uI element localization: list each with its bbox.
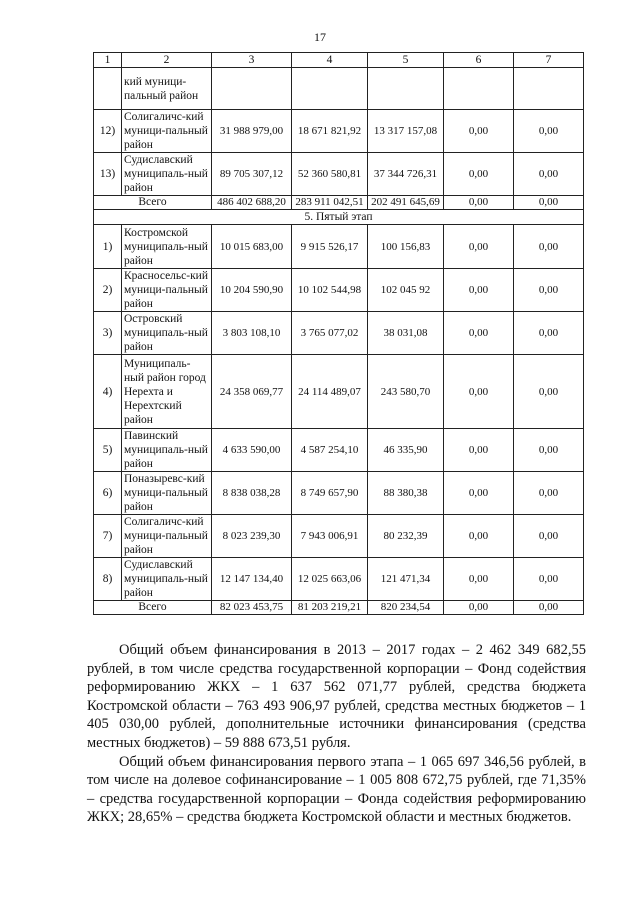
district-name: Судиславский муниципаль-ный район <box>122 153 212 196</box>
district-name: Островский муниципаль-ный район <box>122 312 212 355</box>
table-row <box>94 558 584 601</box>
row-number: 6) <box>94 472 122 515</box>
value-cell: 80 232,39 <box>368 515 444 558</box>
row-number <box>94 68 122 110</box>
financing-table <box>93 52 584 615</box>
table-row <box>94 312 584 355</box>
value-cell: 38 031,08 <box>368 312 444 355</box>
district-name: Судиславский муниципаль-ный район <box>122 558 212 601</box>
row-number: 13) <box>94 153 122 196</box>
header-cell: 2 <box>122 53 212 68</box>
header-cell: 4 <box>292 53 368 68</box>
value-cell: 0,00 <box>514 110 584 153</box>
page-number: 17 <box>314 30 326 44</box>
row-number: 4) <box>94 355 122 429</box>
table-row <box>94 269 584 312</box>
total-value: 820 234,54 <box>368 601 444 615</box>
value-cell: 88 380,38 <box>368 472 444 515</box>
table-header <box>94 53 584 68</box>
total-row <box>94 601 584 615</box>
row-number: 8) <box>94 558 122 601</box>
row-number: 12) <box>94 110 122 153</box>
body-text <box>87 641 586 827</box>
total-label: Всего <box>94 601 212 615</box>
paragraph-first-stage: Общий объем финансирования первого этапа – 1 065 697 346,56 рублей, в том числе на долевое софинансирование – 1 005 808 672,75 рублей, где 71,35% – средства государственной корпорации – Фонда содействия реформированию ЖКХ; 28,65% – средства бюджета Костромской области и местных бюджетов. <box>87 753 586 826</box>
table-row <box>94 355 584 429</box>
value-cell: 8 023 239,30 <box>212 515 292 558</box>
value-cell: 7 943 006,91 <box>292 515 368 558</box>
total-value: 0,00 <box>514 196 584 210</box>
value-cell: 0,00 <box>444 225 514 269</box>
header-cell: 7 <box>514 53 584 68</box>
value-cell <box>444 68 514 110</box>
value-cell: 12 025 663,06 <box>292 558 368 601</box>
stage-row <box>94 210 584 225</box>
total-value: 0,00 <box>444 196 514 210</box>
value-cell: 0,00 <box>444 153 514 196</box>
table-row <box>94 225 584 269</box>
value-cell: 8 749 657,90 <box>292 472 368 515</box>
table-row <box>94 515 584 558</box>
row-number: 1) <box>94 225 122 269</box>
district-name: Костромской муниципаль-ный район <box>122 225 212 269</box>
value-cell: 0,00 <box>444 429 514 472</box>
header-cell: 6 <box>444 53 514 68</box>
value-cell: 10 102 544,98 <box>292 269 368 312</box>
row-number: 3) <box>94 312 122 355</box>
value-cell: 8 838 038,28 <box>212 472 292 515</box>
row-number: 7) <box>94 515 122 558</box>
value-cell: 10 015 683,00 <box>212 225 292 269</box>
table-body <box>94 68 584 615</box>
value-cell: 121 471,34 <box>368 558 444 601</box>
value-cell: 102 045 92 <box>368 269 444 312</box>
value-cell: 0,00 <box>514 558 584 601</box>
total-value: 81 203 219,21 <box>292 601 368 615</box>
total-label: Всего <box>94 196 212 210</box>
district-name: кий муници-пальный район <box>122 68 212 110</box>
value-cell <box>212 68 292 110</box>
value-cell: 0,00 <box>514 429 584 472</box>
value-cell: 24 358 069,77 <box>212 355 292 429</box>
table-row <box>94 68 584 110</box>
total-value: 0,00 <box>514 601 584 615</box>
table-row <box>94 472 584 515</box>
value-cell <box>368 68 444 110</box>
district-name: Павинский муниципаль-ный район <box>122 429 212 472</box>
value-cell: 0,00 <box>444 472 514 515</box>
value-cell: 0,00 <box>514 312 584 355</box>
value-cell: 0,00 <box>444 312 514 355</box>
value-cell <box>292 68 368 110</box>
value-cell: 37 344 726,31 <box>368 153 444 196</box>
row-number: 2) <box>94 269 122 312</box>
header-cell: 1 <box>94 53 122 68</box>
value-cell: 89 705 307,12 <box>212 153 292 196</box>
value-cell: 0,00 <box>514 515 584 558</box>
total-value: 82 023 453,75 <box>212 601 292 615</box>
value-cell: 0,00 <box>514 269 584 312</box>
value-cell: 24 114 489,07 <box>292 355 368 429</box>
value-cell: 18 671 821,92 <box>292 110 368 153</box>
total-value: 486 402 688,20 <box>212 196 292 210</box>
total-value: 283 911 042,51 <box>292 196 368 210</box>
value-cell: 0,00 <box>514 225 584 269</box>
district-name: Поназыревс-кий муници-пальный район <box>122 472 212 515</box>
total-row <box>94 196 584 210</box>
value-cell: 13 317 157,08 <box>368 110 444 153</box>
value-cell: 12 147 134,40 <box>212 558 292 601</box>
stage-label: 5. Пятый этап <box>94 210 584 225</box>
row-number: 5) <box>94 429 122 472</box>
value-cell: 0,00 <box>514 472 584 515</box>
table-row <box>94 429 584 472</box>
value-cell: 0,00 <box>444 558 514 601</box>
value-cell: 4 633 590,00 <box>212 429 292 472</box>
district-name: Солигаличс-кий муници-пальный район <box>122 110 212 153</box>
table-row <box>94 110 584 153</box>
value-cell: 100 156,83 <box>368 225 444 269</box>
value-cell: 46 335,90 <box>368 429 444 472</box>
district-name: Муниципаль-ный район город Нерехта и Нерехтский район <box>122 355 212 429</box>
value-cell: 0,00 <box>444 269 514 312</box>
value-cell: 9 915 526,17 <box>292 225 368 269</box>
header-cell: 5 <box>368 53 444 68</box>
value-cell: 0,00 <box>514 153 584 196</box>
value-cell: 52 360 580,81 <box>292 153 368 196</box>
value-cell: 0,00 <box>444 355 514 429</box>
value-cell: 3 765 077,02 <box>292 312 368 355</box>
table-row <box>94 153 584 196</box>
header-cell: 3 <box>212 53 292 68</box>
value-cell: 31 988 979,00 <box>212 110 292 153</box>
total-value: 0,00 <box>444 601 514 615</box>
value-cell: 243 580,70 <box>368 355 444 429</box>
value-cell <box>514 68 584 110</box>
value-cell: 10 204 590,90 <box>212 269 292 312</box>
value-cell: 3 803 108,10 <box>212 312 292 355</box>
district-name: Солигаличс-кий муници-пальный район <box>122 515 212 558</box>
value-cell: 0,00 <box>444 515 514 558</box>
district-name: Красносельс-кий муници-пальный район <box>122 269 212 312</box>
value-cell: 0,00 <box>514 355 584 429</box>
value-cell: 4 587 254,10 <box>292 429 368 472</box>
paragraph-total-financing: Общий объем финансирования в 2013 – 2017 годах – 2 462 349 682,55 рублей, в том числе средства государственной корпорации – Фонд содействия реформированию ЖКХ – 1 637 562 071,77 рублей, средства бюджета Костромской области – 763 493 906,97 рублей, средства местных бюджетов – 1 405 030,00 рублей, дополнительные источники финансирования (средства местных бюджетов) – 59 888 673,51 рубля. <box>87 642 586 751</box>
value-cell: 0,00 <box>444 110 514 153</box>
total-value: 202 491 645,69 <box>368 196 444 210</box>
